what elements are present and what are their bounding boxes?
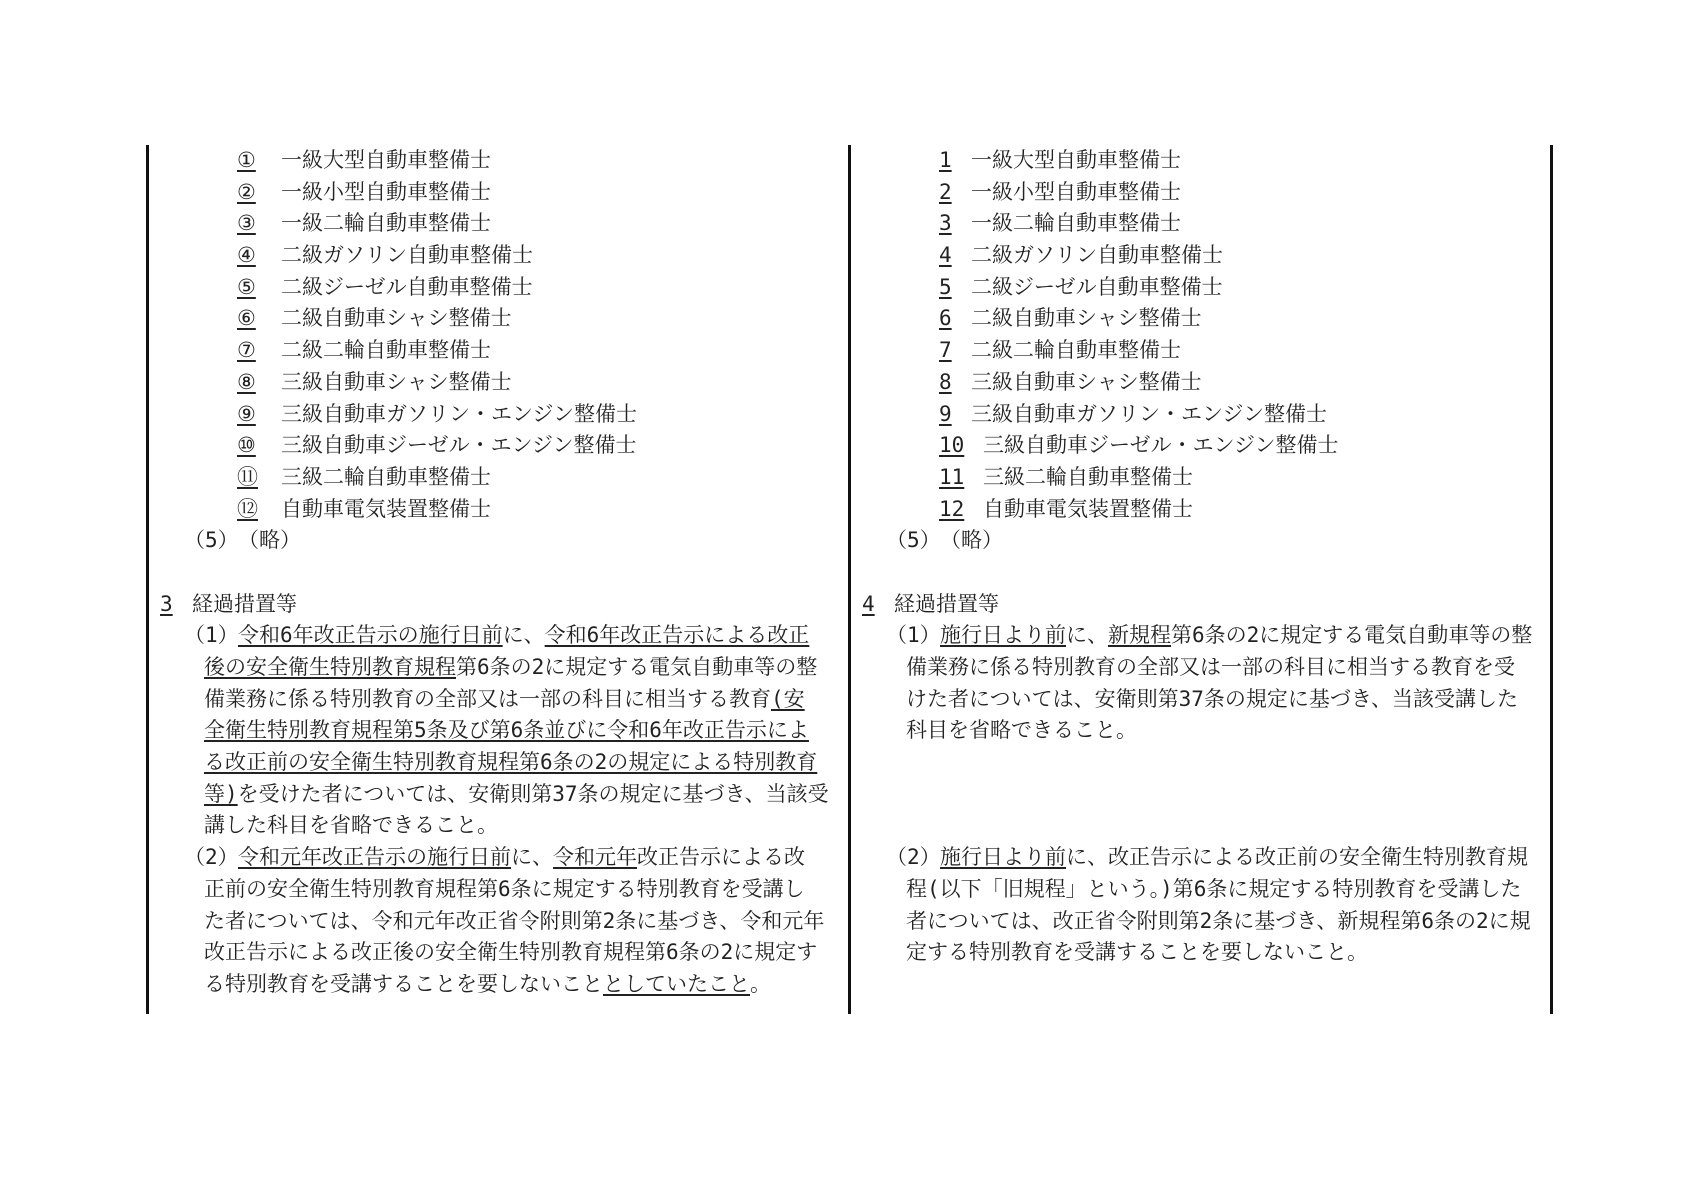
left-paragraph-1: （1）令和6年改正告示の施行日前に、令和6年改正告示による改正 後の安全衛生特別教育規程第6条の2に規定する電気自動車等の整 備業務に係る特別教育の全部又は一部の科目に相当する教育(安 全衛生特別教育規程第5条及び第6条並びに令和6年改正告示によ る改正前の安全衛生特別教育規程第6条の2の規定による特別教育 等)を受けた者については、安衛則第37条の規定に基づき、当該受 講した科目を省略できること。 [184, 623, 829, 838]
list-item: ④ 二級ガソリン自動車整備士 [237, 243, 533, 268]
left-border-rule [146, 145, 149, 1014]
list-item: 2 一級小型自動車整備士 [939, 179, 1181, 204]
list-item: ⑥ 二級自動車シャシ整備士 [237, 306, 512, 331]
list-item: ⑦ 二級二輪自動車整備士 [237, 338, 491, 363]
right-border-rule [1550, 145, 1553, 1014]
list-item: 5 二級ジーゼル自動車整備士 [939, 274, 1223, 299]
right-item-5: （5）（略） [886, 528, 1003, 553]
right-qualification-list [862, 145, 1547, 525]
list-item: 11 三級二輪自動車整備士 [939, 464, 1193, 489]
list-item: ⑤ 二級ジーゼル自動車整備士 [237, 274, 533, 299]
list-item: 10 三級自動車ジーゼル・エンジン整備士 [939, 433, 1339, 458]
list-item: 3 一級二輪自動車整備士 [939, 211, 1181, 236]
list-item: ③ 一級二輪自動車整備士 [237, 211, 491, 236]
list-item: ② 一級小型自動車整備士 [237, 179, 491, 204]
left-qualification-list [160, 145, 845, 525]
list-item: ⑪ 三級二輪自動車整備士 [237, 464, 491, 489]
left-section-heading: 3 経過措置等 [160, 591, 297, 616]
right-column [862, 145, 1547, 969]
center-divider-rule [848, 145, 851, 1014]
list-item: ⑩ 三級自動車ジーゼル・エンジン整備士 [237, 433, 637, 458]
list-item: 4 二級ガソリン自動車整備士 [939, 243, 1223, 268]
list-item: 9 三級自動車ガソリン・エンジン整備士 [939, 401, 1327, 426]
spacer [862, 557, 1547, 589]
list-item: 6 二級自動車シャシ整備士 [939, 306, 1202, 331]
list-item: ① 一級大型自動車整備士 [237, 148, 491, 172]
list-item: 7 二級二輪自動車整備士 [939, 338, 1181, 363]
right-paragraph-2: （2）施行日より前に、改正告示による改正前の安全衛生特別教育規 程(以下「旧規程」という。)第6条に規定する特別教育を受講した 者については、改正省令附則第2条に基づき、新規程第6条の2に規 定する特別教育を受講することを要しないこと。 [886, 845, 1531, 965]
right-section-heading: 4 経過措置等 [862, 591, 999, 616]
list-item: 8 三級自動車シャシ整備士 [939, 369, 1202, 394]
list-item: 1 一級大型自動車整備士 [939, 148, 1181, 172]
spacer [160, 557, 845, 589]
list-item: 12 自動車電気装置整備士 [939, 496, 1193, 521]
list-item: ⑫ 自動車電気装置整備士 [237, 496, 491, 521]
list-item: ⑨ 三級自動車ガソリン・エンジン整備士 [237, 401, 637, 426]
left-column [160, 145, 845, 1001]
left-item-5: （5）（略） [184, 528, 301, 553]
list-item: ⑧ 三級自動車シャシ整備士 [237, 369, 512, 394]
right-paragraph-1: （1）施行日より前に、新規程第6条の2に規定する電気自動車等の整 備業務に係る特別教育の全部又は一部の科目に相当する教育を受 けた者については、安衛則第37条の規定に基づき、当該受講した 科目を省略できること。 [886, 623, 1533, 743]
left-paragraph-2: （2）令和元年改正告示の施行日前に、令和元年改正告示による改 正前の安全衛生特別教育規程第6条に規定する特別教育を受講し た者については、令和元年改正省令附則第2条に基づき、令和元年 改正告示による改正後の安全衛生特別教育規程第6条の2に規定す る特別教育を受講することを要しないこととしていたこと。 [184, 845, 825, 996]
